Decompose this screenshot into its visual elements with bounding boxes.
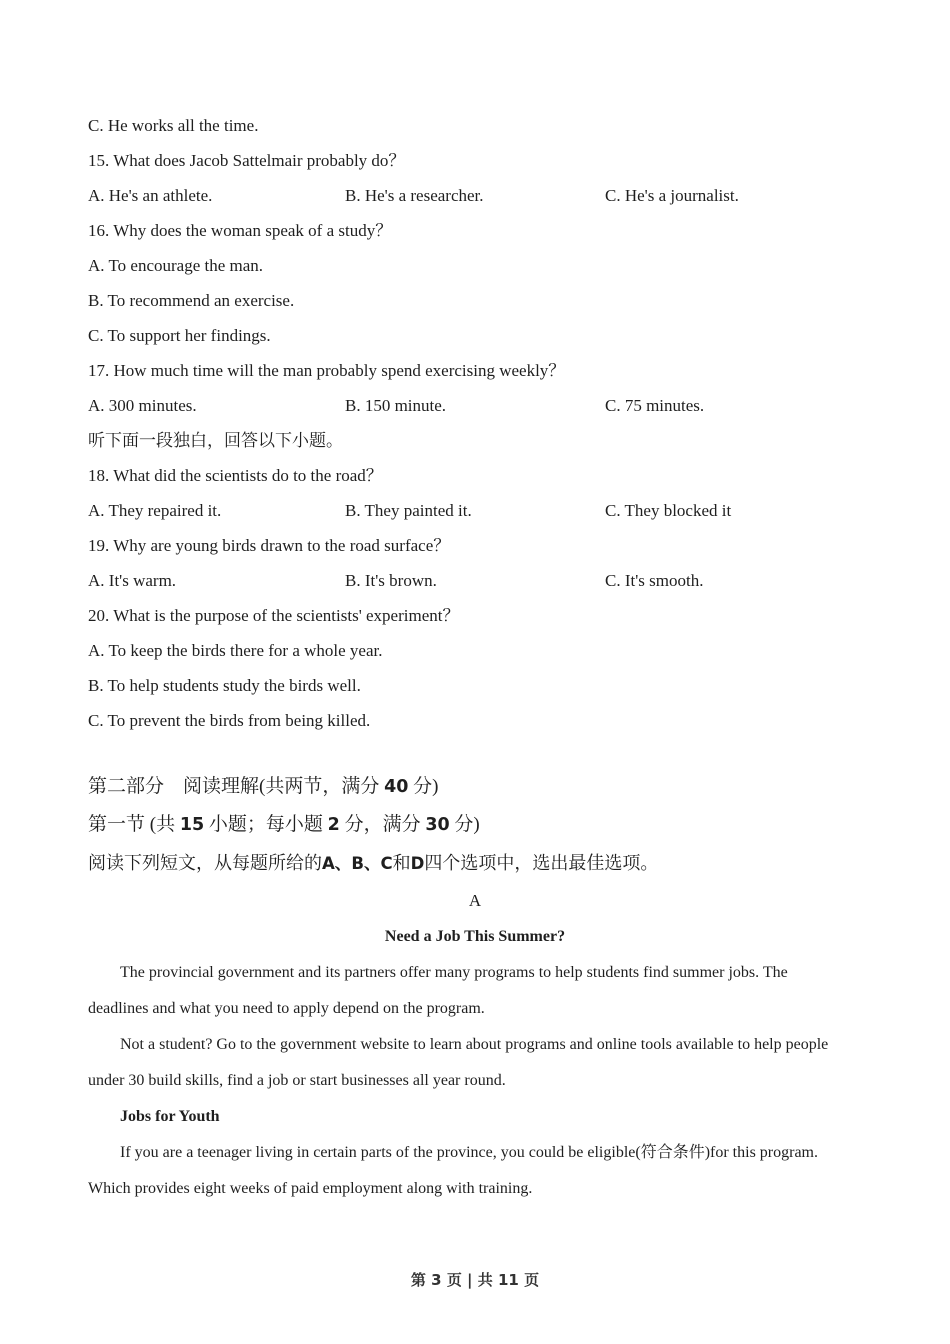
passage-subheading: Jobs for Youth bbox=[120, 1108, 220, 1125]
option-b: B. To recommend an exercise. bbox=[88, 291, 295, 310]
choice-letters: A、B、C bbox=[322, 854, 393, 873]
question-20: 20. What is the purpose of the scientists' experiment？ bbox=[88, 606, 460, 625]
page-number: 3 bbox=[431, 1271, 442, 1289]
count-number: 15 bbox=[179, 815, 205, 835]
passage-paragraph-line: The provincial government and its partners offer many programs to help students find summer jobs. The bbox=[120, 964, 788, 981]
option-b: B. It's brown. bbox=[345, 571, 437, 590]
option-a: A. 300 minutes. bbox=[88, 396, 197, 415]
text-segment: 第 bbox=[410, 1271, 432, 1289]
question-18: 18. What did the scientists do to the road？ bbox=[88, 466, 383, 485]
question-16: 16. Why does the woman speak of a study？ bbox=[88, 221, 393, 240]
option-line: C. He works all the time. bbox=[88, 116, 259, 135]
option-b: B. 150 minute. bbox=[345, 396, 447, 415]
option-b: B. They painted it. bbox=[345, 501, 472, 520]
options-row-17 bbox=[88, 388, 862, 423]
text-segment: 阅读下列短文，从每题所给的 bbox=[88, 853, 322, 873]
question-19: 19. Why are young birds drawn to the road surface？ bbox=[88, 536, 451, 555]
text-segment: 小题；每小题 bbox=[204, 814, 328, 835]
passage-paragraph-line: Which provides eight weeks of paid employment along with training. bbox=[88, 1180, 533, 1197]
option-c: C. To prevent the birds from being killed. bbox=[88, 711, 371, 730]
text-segment: 页 | 共 bbox=[441, 1271, 498, 1289]
text-segment: 和 bbox=[392, 853, 411, 873]
part2-instruction bbox=[88, 844, 862, 883]
question-17: 17. How much time will the man probably spend exercising weekly？ bbox=[88, 361, 566, 380]
text-segment: 页 bbox=[518, 1271, 540, 1289]
option-a: A. It's warm. bbox=[88, 571, 177, 590]
page-footer bbox=[0, 1264, 950, 1296]
text-segment: 分) bbox=[408, 776, 439, 797]
options-row-18 bbox=[88, 493, 862, 528]
options-row-15 bbox=[88, 178, 862, 213]
monologue-note: 听下面一段独白，回答以下小题。 bbox=[88, 431, 343, 450]
option-c: C. To support her findings. bbox=[88, 326, 271, 345]
text-segment: 四个选项中，选出最佳选项。 bbox=[424, 853, 659, 873]
option-c: C. 75 minutes. bbox=[605, 396, 705, 415]
passage-label: A bbox=[468, 891, 482, 910]
option-b: B. He's a researcher. bbox=[345, 186, 484, 205]
choice-letter-d: D bbox=[410, 854, 425, 873]
document-content bbox=[88, 108, 862, 1207]
passage-paragraph-line: deadlines and what you need to apply depend on the program. bbox=[88, 1000, 485, 1017]
part2-header bbox=[88, 768, 862, 806]
passage-title: Need a Job This Summer? bbox=[384, 928, 566, 945]
option-c: C. They blocked it bbox=[605, 501, 732, 520]
text-segment: 分，满分 bbox=[339, 814, 426, 835]
option-c: C. It's smooth. bbox=[605, 571, 704, 590]
total-pages: 11 bbox=[497, 1271, 519, 1289]
passage-paragraph-line: Not a student? Go to the government website to learn about programs and online tools available to help people bbox=[120, 1036, 829, 1053]
option-a: A. They repaired it. bbox=[88, 501, 222, 520]
points-number: 2 bbox=[327, 815, 340, 835]
option-a: A. To encourage the man. bbox=[88, 256, 264, 275]
options-row-19 bbox=[88, 563, 862, 598]
part2-section bbox=[88, 768, 862, 1207]
text-segment: 分) bbox=[449, 814, 480, 835]
question-15: 15. What does Jacob Sattelmair probably do？ bbox=[88, 151, 406, 170]
part2-section1-header bbox=[88, 806, 862, 844]
passage-paragraph-line: under 30 build skills, find a job or start businesses all year round. bbox=[88, 1072, 506, 1089]
option-a: A. He's an athlete. bbox=[88, 186, 213, 205]
option-a: A. To keep the birds there for a whole year. bbox=[88, 641, 383, 660]
text-segment: 第二部分 阅读理解(共两节，满分 bbox=[88, 776, 385, 797]
score-number: 40 bbox=[384, 777, 409, 797]
text-segment: 第一节 (共 bbox=[88, 814, 180, 835]
passage-paragraph-line: If you are a teenager living in certain parts of the province, you could be eligible(符合条件)for this program. bbox=[120, 1144, 818, 1161]
option-b: B. To help students study the birds well. bbox=[88, 676, 361, 695]
option-c: C. He's a journalist. bbox=[605, 186, 739, 205]
total-number: 30 bbox=[425, 815, 450, 835]
